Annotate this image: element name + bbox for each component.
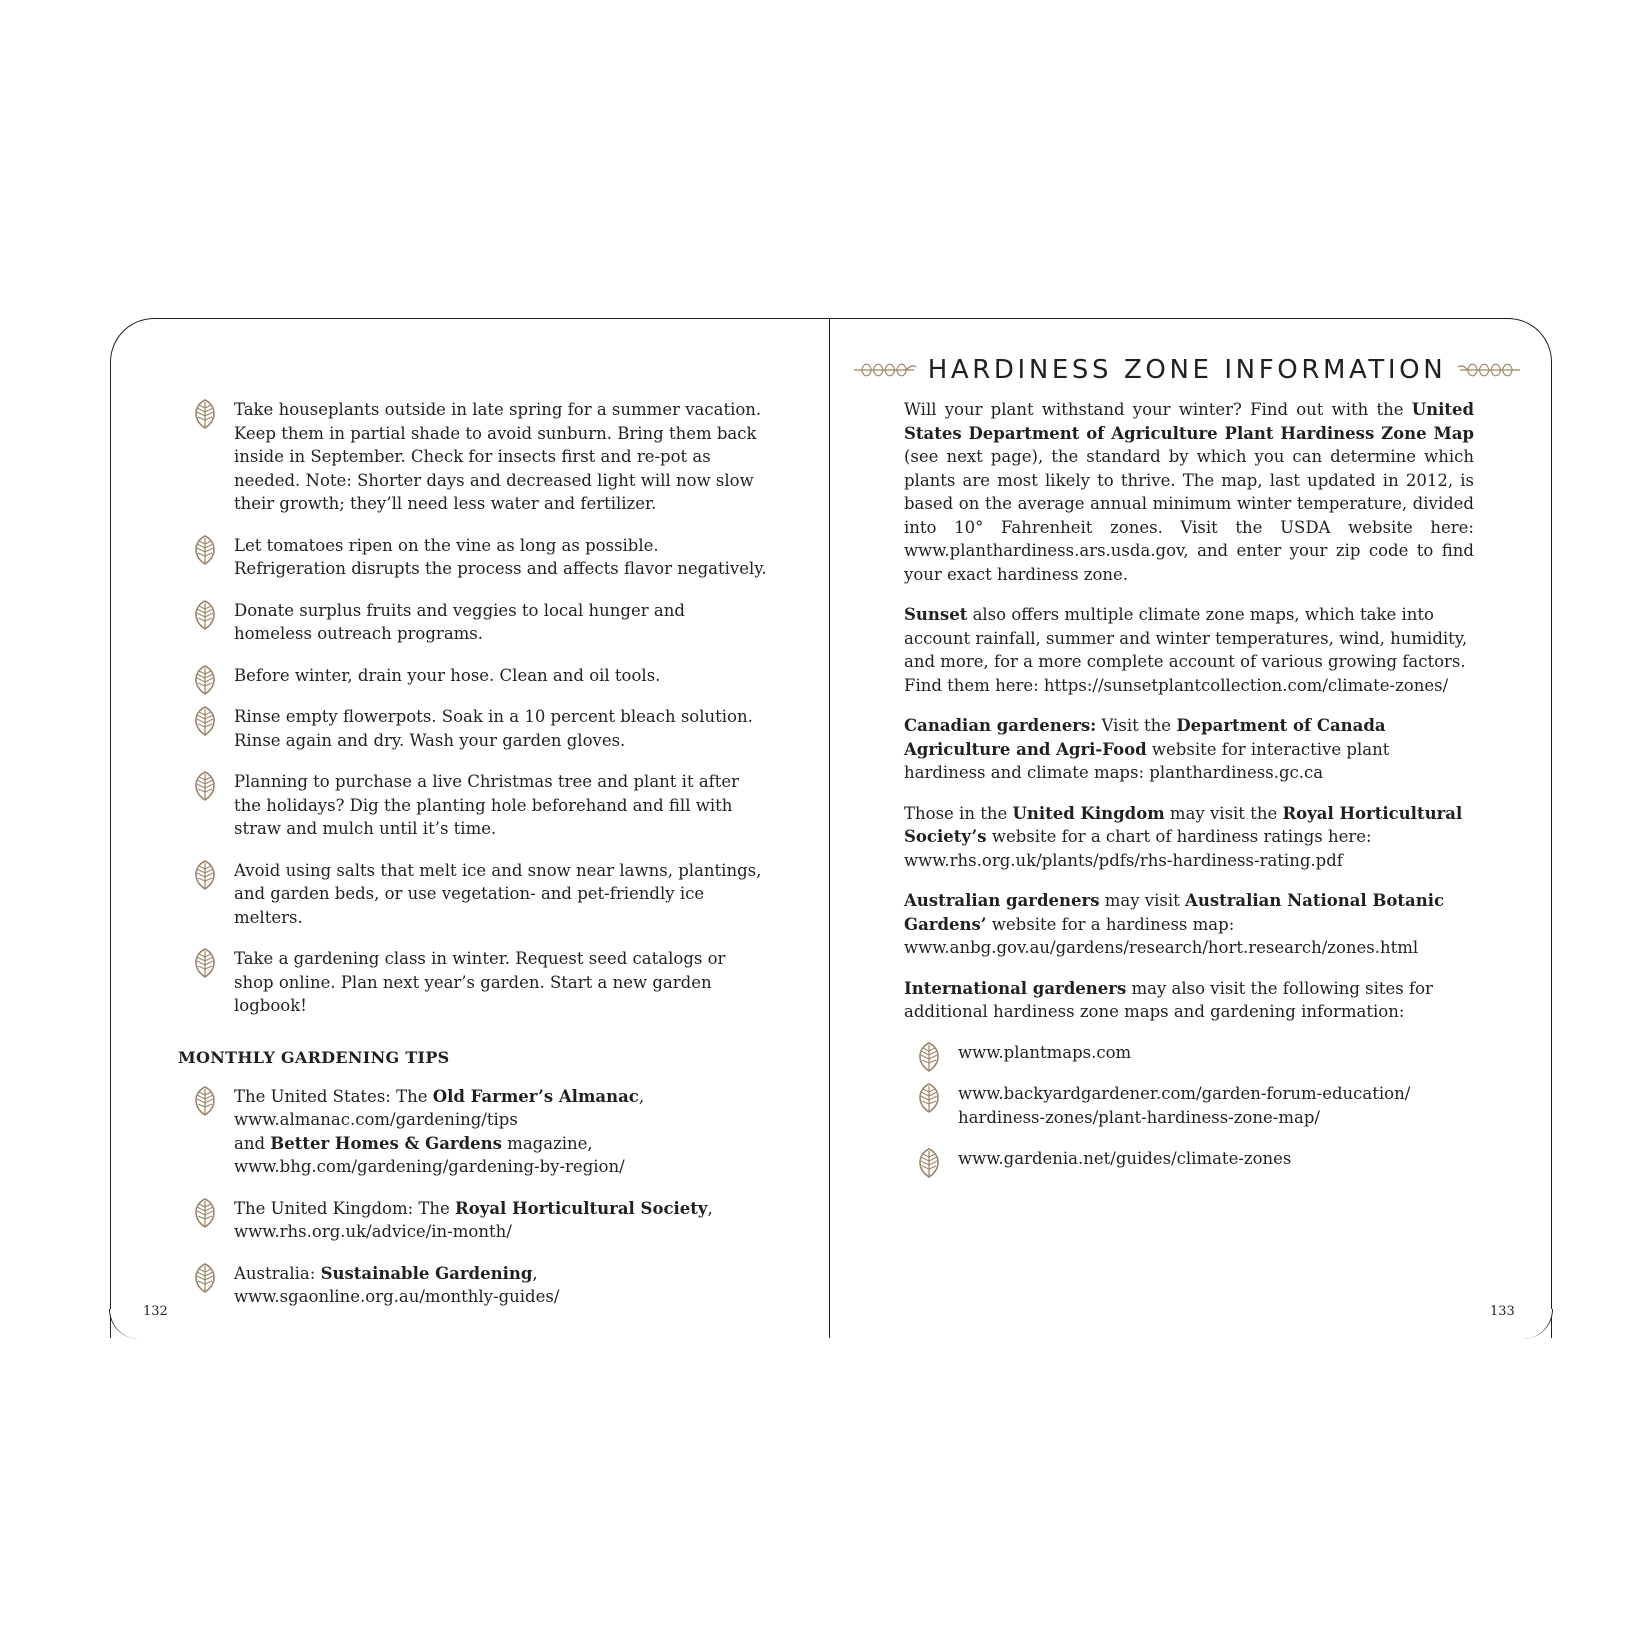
text: website for a hardiness map: www.anbg.gov.au/gardens/research/hort.research/zones.html [904,914,1419,957]
rhs-url: www.rhs.org.uk/advice/in-month/ [234,1222,512,1241]
us-prefix: The United States: The [234,1086,433,1106]
conjunction: and [234,1133,271,1153]
leaf-icon [191,705,219,737]
link-text[interactable]: www.backyardgardener.com/garden-forum-education/ hardiness-zones/plant-hardiness-zone-map/ [958,1084,1411,1127]
sga-url: www.sgaonline.org.au/monthly-guides/ [234,1287,560,1306]
sunset-name: Sunset [904,605,968,624]
separator: , [707,1198,713,1218]
tip-text: Donate surplus fruits and veggies to local hunger and homeless outreach programs. [234,600,685,643]
page-title: HARDINESS ZONE INFORMATION [927,355,1447,385]
uk-paragraph [904,802,1474,873]
link-text[interactable]: www.gardenia.net/guides/climate-zones [958,1149,1292,1168]
link-item [912,1082,1474,1129]
leaf-icon [915,1147,943,1179]
canada-dept-name: Department of Canada Agriculture and Agri-Food [904,716,1386,759]
magazine-label: magazine, [501,1133,593,1153]
uk-name: United Kingdom [1012,803,1165,823]
rhs-name: Royal Horticultural Society’s [904,803,1463,846]
tip-item [188,599,768,646]
separator: , [638,1086,645,1106]
tip-text: Planning to purchase a live Christmas tree and plant it after the holidays? Dig the planting hole beforehand and fill with straw and mulch until it’s time. [234,772,740,838]
tip-text: Let tomatoes ripen on the vine as long as possible. Refrigeration disrupts the process and affects flavor negatively. [234,535,767,578]
tip-item [188,398,768,516]
leaf-icon [191,1085,219,1117]
leaf-icon [191,859,219,891]
tip-item [188,534,768,581]
leaf-icon [191,599,219,631]
zone-header [852,350,1522,390]
canada-paragraph [904,714,1474,785]
leaf-icon [191,534,219,566]
page-number-left: 132 [143,1304,168,1319]
tip-text: Rinse empty flowerpots. Soak in a 10 percent bleach solution. Rinse again and dry. Wash your garden gloves. [234,707,753,750]
text: may visit the [1164,803,1283,823]
corner-right [1522,1309,1553,1339]
text: (see next page), the standard by which you can determine which plants are most likely to thrive. The map, last updated in 2012, is based on the average annual minimum winter temperature, divided into 10° Fahrenheit zones. Visit the USDA website here: www.planthardiness.ars.usda.gov, and enter your zip code to find your exact hardiness zone. [904,447,1474,584]
tip-item [188,859,768,930]
monthly-tip-uk [188,1197,768,1244]
link-item [912,1147,1474,1171]
rhs-name: Royal Horticultural Society [455,1198,708,1218]
anbg-name: Australian National Botanic Gardens’ [904,891,1445,934]
page-number-right: 133 [1490,1304,1515,1319]
tip-item [188,664,768,688]
almanac-name: Old Farmer’s Almanac [432,1086,639,1106]
left-page [178,398,768,1309]
leaf-icon [191,1262,219,1294]
international-paragraph [904,977,1474,1024]
tip-text [234,1262,768,1309]
leaf-icon [915,1041,943,1073]
leaf-icon [191,947,219,979]
text: Will your plant withstand your winter? Find out with the [904,400,1412,419]
separator: , [532,1263,538,1283]
usda-map-name: United States Department of Agriculture Plant Hardiness Zone Map [904,400,1474,443]
bhg-name: Better Homes & Gardens [270,1133,502,1153]
text: website for a chart of hardiness ratings here: www.rhs.org.uk/plants/pdfs/rhs-hardiness-rating.pdf [904,827,1372,870]
tip-text [234,1197,768,1244]
monthly-tip-us [188,1085,768,1179]
tip-text: Before winter, drain your hose. Clean and oil tools. [234,665,661,685]
bhg-url: www.bhg.com/gardening/gardening-by-region/ [234,1157,625,1176]
uk-prefix: The United Kingdom: The [234,1198,456,1218]
tip-item [188,705,768,752]
leaf-icon [915,1082,943,1114]
resource-links [912,1041,1474,1171]
international-label: International gardeners [904,978,1127,998]
corner-left [109,1309,140,1339]
tip-text: Avoid using salts that melt ice and snow near lawns, plantings, and garden beds, or use vegetation- and pet-friendly ice melters. [234,860,762,927]
tip-text: Take a gardening class in winter. Request seed catalogs or shop online. Plan next year’s garden. Start a new garden logbook! [234,949,726,1015]
almanac-url: www.almanac.com/gardening/tips [234,1110,518,1129]
usda-paragraph [904,398,1474,586]
text: may also visit the following sites for additional hardiness zone maps and gardening information: [904,978,1433,1021]
text: Those in the [904,803,1013,823]
tip-text: Take houseplants outside in late spring for a summer vacation. Keep them in partial shade to avoid sunburn. Bring them back inside in September. Check for insects first and re-pot as needed. Note: Shorter days and decreased light will now slow their growth; they’ll need less water and fertilizer. [234,400,762,513]
leaf-icon [191,664,219,696]
text: also offers multiple climate zone maps, which take into account rainfall, summer and winter temperatures, wind, humidity, and more, for a more complete account of various growing factors. Find them here: https://sunsetplantcollection.com/climate-zones/ [904,605,1468,695]
text: may visit [1099,891,1186,910]
australian-label: Australian gardeners [904,891,1100,910]
link-item [912,1041,1474,1065]
au-prefix: Australia: [234,1263,321,1283]
sprig-right-icon [1456,357,1522,383]
text: Visit the [1096,716,1177,735]
page-gutter [829,318,830,1338]
australia-paragraph [904,889,1474,960]
canadian-label: Canadian gardeners: [904,716,1097,735]
tip-item [188,770,768,841]
text: website for interactive plant hardiness and climate maps: planthardiness.gc.ca [904,739,1390,782]
leaf-icon [191,1197,219,1229]
tip-item [188,947,768,1018]
monthly-tips-heading: MONTHLY GARDENING TIPS [178,1047,450,1067]
sunset-paragraph [904,603,1474,697]
right-page [904,398,1474,1171]
sprig-left-icon [852,357,918,383]
link-text[interactable]: www.plantmaps.com [958,1042,1132,1062]
leaf-icon [191,398,219,430]
monthly-tip-au [188,1262,768,1309]
sga-name: Sustainable Gardening [320,1263,533,1283]
leaf-icon [191,770,219,802]
tip-text [234,1085,768,1179]
